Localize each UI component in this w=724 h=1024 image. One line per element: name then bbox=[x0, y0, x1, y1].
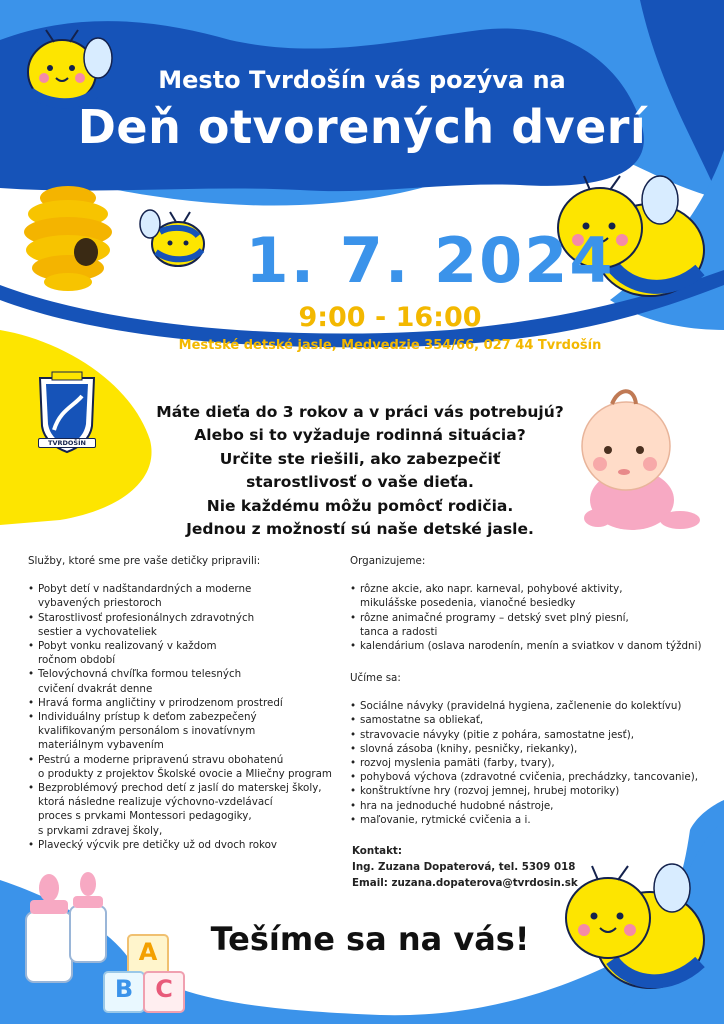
contact-section bbox=[352, 843, 652, 891]
intro-paragraph bbox=[110, 401, 610, 541]
list-item: • konštruktívne hry (rozvoj jemnej, hrubej motoriky) bbox=[350, 784, 720, 798]
list-item: • samostatne sa obliekať, bbox=[350, 713, 720, 727]
organize-heading: Organizujeme: bbox=[350, 555, 426, 567]
event-address: Mestské detské jasle, Medvedzie 354/66, 027 44 Tvrdošín bbox=[178, 338, 602, 353]
event-date: 1. 7. 2024 bbox=[245, 224, 615, 297]
list-item: • kalendárium (oslava narodenín, menín a sviatkov v danom týždni) bbox=[350, 639, 720, 653]
list-item: • Hravá forma angličtiny v prirodzenom prostredí bbox=[28, 696, 346, 710]
crest-label: TVRDOŠÍN bbox=[38, 438, 96, 448]
intro-line: Nie každému môžu pomôcť rodičia. bbox=[206, 496, 514, 515]
header-subtitle: Mesto Tvrdošín vás pozýva na bbox=[158, 66, 566, 94]
organize-list bbox=[350, 582, 720, 653]
list-item: • hra na jednoduché hudobné nástroje, bbox=[350, 799, 720, 813]
intro-line: Alebo si to vyžaduje rodinná situácia? bbox=[194, 426, 526, 445]
list-item: • Pestrú a moderne pripravenú stravu obohatenú o produkty z projektov Školské ovocie a Mliečny program bbox=[28, 753, 346, 781]
list-item: • Pobyt detí v nadštandardných a moderne vybavených priestoroch bbox=[28, 582, 346, 610]
learn-section bbox=[350, 671, 720, 827]
beehive-icon bbox=[24, 186, 112, 291]
organize-section bbox=[350, 554, 720, 653]
header-title: Deň otvorených dverí bbox=[77, 100, 647, 154]
crest-emblem bbox=[30, 370, 104, 462]
list-item: • Bezproblémový prechod detí z jaslí do materskej školy, ktorá následne realizuje výchovno-vzdelávací proces s prvkami Montessori pedagogiky, s prvkami zdravej školy, bbox=[28, 781, 346, 838]
list-item: • Individuálny prístup k deťom zabezpečený kvalifikovaným personálom s inovatívnym materiálnym vybavením bbox=[28, 710, 346, 753]
intro-line: Máte dieťa do 3 rokov a v práci vás potrebujú? bbox=[156, 403, 564, 421]
contact-person: Ing. Zuzana Dopaterová, tel. 5309 018 bbox=[352, 861, 576, 873]
list-item: • Sociálne návyky (pravidelná hygiena, začlenenie do kolektívu) bbox=[350, 699, 720, 713]
list-item: • maľovanie, rytmické cvičenia a i. bbox=[350, 813, 720, 827]
coat-of-arms-icon bbox=[30, 370, 104, 462]
contact-email[interactable]: Email: zuzana.dopaterova@tvrdosin.sk bbox=[352, 877, 578, 889]
contact-heading: Kontakt: bbox=[352, 845, 402, 857]
list-item: • pohybová výchova (zdravotné cvičenia, prechádzky, tancovanie), bbox=[350, 770, 720, 784]
list-item: • Plavecký výcvik pre detičky už od dvoch rokov bbox=[28, 838, 346, 852]
services-section bbox=[28, 554, 346, 852]
list-item: • Pobyt vonku realizovaný v každom ročnom období bbox=[28, 639, 346, 667]
block-letter-c: C bbox=[155, 975, 173, 1003]
list-item: • rôzne akcie, ako napr. karneval, pohybové aktivity, mikulášske posedenia, vianočné besiedky bbox=[350, 582, 720, 610]
learn-heading: Učíme sa: bbox=[350, 672, 401, 684]
event-time: 9:00 - 16:00 bbox=[298, 302, 482, 333]
block-letter-a: A bbox=[138, 938, 158, 966]
list-item: • Telovýchovná chvíľka formou telesných cvičení dvakrát denne bbox=[28, 667, 346, 695]
list-item: • Starostlivosť profesionálnych zdravotných sestier a vychovateliek bbox=[28, 611, 346, 639]
closing-text: Tešíme sa na vás! bbox=[210, 920, 530, 958]
list-item: • stravovacie návyky (pitie z pohára, samostatne jesť), bbox=[350, 728, 720, 742]
learn-list bbox=[350, 699, 720, 827]
intro-line: Určite ste riešili, ako zabezpečiť bbox=[219, 449, 501, 468]
list-item: • slovná zásoba (knihy, pesničky, riekanky), bbox=[350, 742, 720, 756]
services-list bbox=[28, 582, 346, 852]
block-letter-b: B bbox=[114, 975, 134, 1003]
list-item: • rôzne animačné programy – detský svet plný piesní, tanca a radosti bbox=[350, 611, 720, 639]
intro-line: starostlivosť o vaše dieťa. bbox=[246, 473, 474, 492]
services-heading: Služby, ktoré sme pre vaše detičky pripravili: bbox=[28, 555, 261, 567]
intro-line: Jednou z možností sú naše detské jasle. bbox=[186, 520, 534, 539]
list-item: • rozvoj myslenia pamäti (farby, tvary), bbox=[350, 756, 720, 770]
